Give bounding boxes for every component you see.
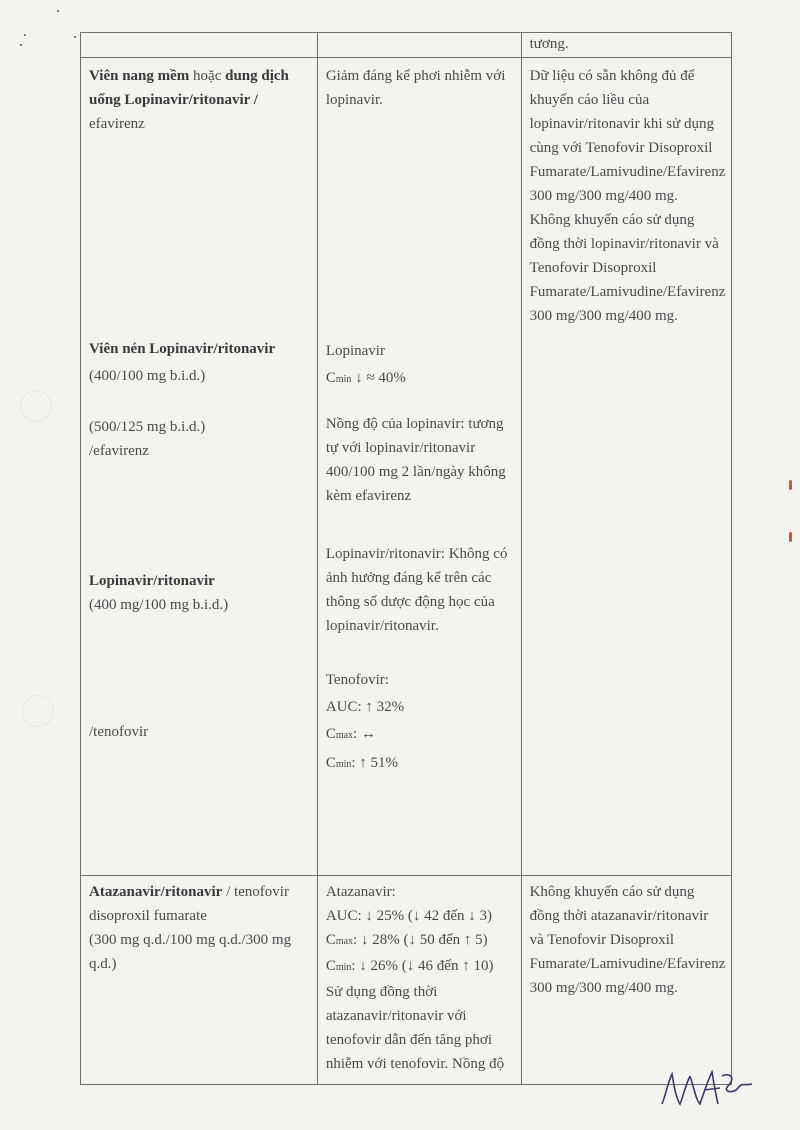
recommendation-cell bbox=[521, 876, 731, 1085]
recommendation-cell bbox=[521, 58, 731, 876]
edge-mark bbox=[789, 532, 792, 542]
drug-name: Atazanavir/ritonavir / tenofovir disoproxil fumarate bbox=[89, 884, 289, 924]
drug-name: Viên nang mềm hoặc dung dịch uống Lopinavir/ritonavir / bbox=[89, 68, 289, 108]
drug-name: Viên nén Lopinavir/ritonavir bbox=[89, 341, 276, 357]
punch-hole-mark bbox=[20, 390, 52, 422]
effect-text: Lopinavir/ritonavir: Không có ảnh hưởng đáng kể trên các thông số dược động học của lopinavir/ritonavir. bbox=[325, 546, 508, 634]
punch-hole-mark bbox=[22, 695, 54, 727]
drug-cell bbox=[81, 876, 318, 1085]
recommendation-text: Không khuyến cáo sử dụng đồng thời atazanavir/ritonavir và Tenofovir Disoproxil Fumarate/Lamivudine/Efavirenz 300 mg/300 mg/400 mg. bbox=[529, 884, 726, 996]
recommendation-text: Không khuyến cáo sử dụng đồng thời lopinavir/ritonavir và bbox=[529, 212, 719, 252]
drug-name-cont: efavirenz bbox=[89, 116, 145, 132]
pk-cmin: Cmin: ↑ 51% bbox=[325, 755, 399, 771]
drug-dose: (400/100 mg b.i.d.) bbox=[89, 368, 206, 384]
edge-mark bbox=[789, 480, 792, 490]
drug-cell bbox=[81, 33, 318, 58]
scan-dot bbox=[20, 44, 22, 46]
recommendation-text: Tenofovir Disoproxil Fumarate/Lamivudine/Efavirenz 300 mg/300 mg/400 mg. bbox=[529, 260, 726, 324]
effect-cell bbox=[317, 58, 521, 876]
recommendation-text: tương. bbox=[529, 36, 569, 52]
effect-drug: Atazanavir: bbox=[325, 884, 396, 900]
drug-name: Lopinavir/ritonavir bbox=[89, 573, 215, 589]
drug-cell bbox=[81, 58, 318, 876]
drug-dose: (400 mg/100 mg b.i.d.) bbox=[89, 597, 229, 613]
handwritten-initials bbox=[656, 1064, 756, 1112]
interaction-table bbox=[80, 32, 732, 1085]
pk-cmax: Cmax: ↔ bbox=[325, 726, 376, 742]
recommendation-cell bbox=[521, 33, 731, 58]
drug-combination: /efavirenz bbox=[89, 443, 149, 459]
drug-combination: /tenofovir bbox=[89, 724, 149, 740]
recommendation-text: Dữ liệu có sẵn không đủ để khuyến cáo liều của lopinavir/ritonavir khi sử dụng cùng với Tenofovir Disoproxil Fumarate/Lamivudine/Efavirenz 300 mg/300 mg/400 mg. bbox=[529, 68, 726, 204]
effect-cell bbox=[317, 876, 521, 1085]
effect-drug: Lopinavir bbox=[325, 343, 385, 359]
drug-dose: (300 mg q.d./100 mg q.d./300 mg q.d.) bbox=[89, 932, 292, 972]
table-row bbox=[81, 876, 732, 1085]
effect-text: Giảm đáng kể phơi nhiễm với lopinavir. bbox=[325, 68, 506, 108]
drug-dose: (500/125 mg b.i.d.) bbox=[89, 419, 206, 435]
pk-auc: AUC: ↑ 32% bbox=[325, 699, 405, 715]
scan-dot bbox=[57, 10, 59, 12]
pk-cmax: Cmax: ↓ 28% (↓ 50 đến ↑ 5) bbox=[325, 932, 488, 948]
scan-dot bbox=[24, 34, 26, 36]
effect-cell bbox=[317, 33, 521, 58]
pk-cmin: Cmin ↓ ≈ 40% bbox=[325, 370, 406, 386]
effect-text: Sử dụng đồng thời atazanavir/ritonavir với tenofovir dẫn đến tăng phơi nhiễm với tenofovir. Nồng độ bbox=[325, 984, 505, 1072]
effect-text: Nồng độ của lopinavir: tương tự với lopinavir/ritonavir 400/100 mg 2 lần/ngày không kèm efavirenz bbox=[325, 416, 506, 504]
table-row bbox=[81, 33, 732, 58]
pk-auc: AUC: ↓ 25% (↓ 42 đến ↓ 3) bbox=[325, 908, 493, 924]
scan-dot bbox=[74, 36, 76, 38]
pk-cmin: Cmin: ↓ 26% (↓ 46 đến ↑ 10) bbox=[325, 958, 494, 974]
effect-drug: Tenofovir: bbox=[325, 672, 389, 688]
table-row bbox=[81, 58, 732, 876]
